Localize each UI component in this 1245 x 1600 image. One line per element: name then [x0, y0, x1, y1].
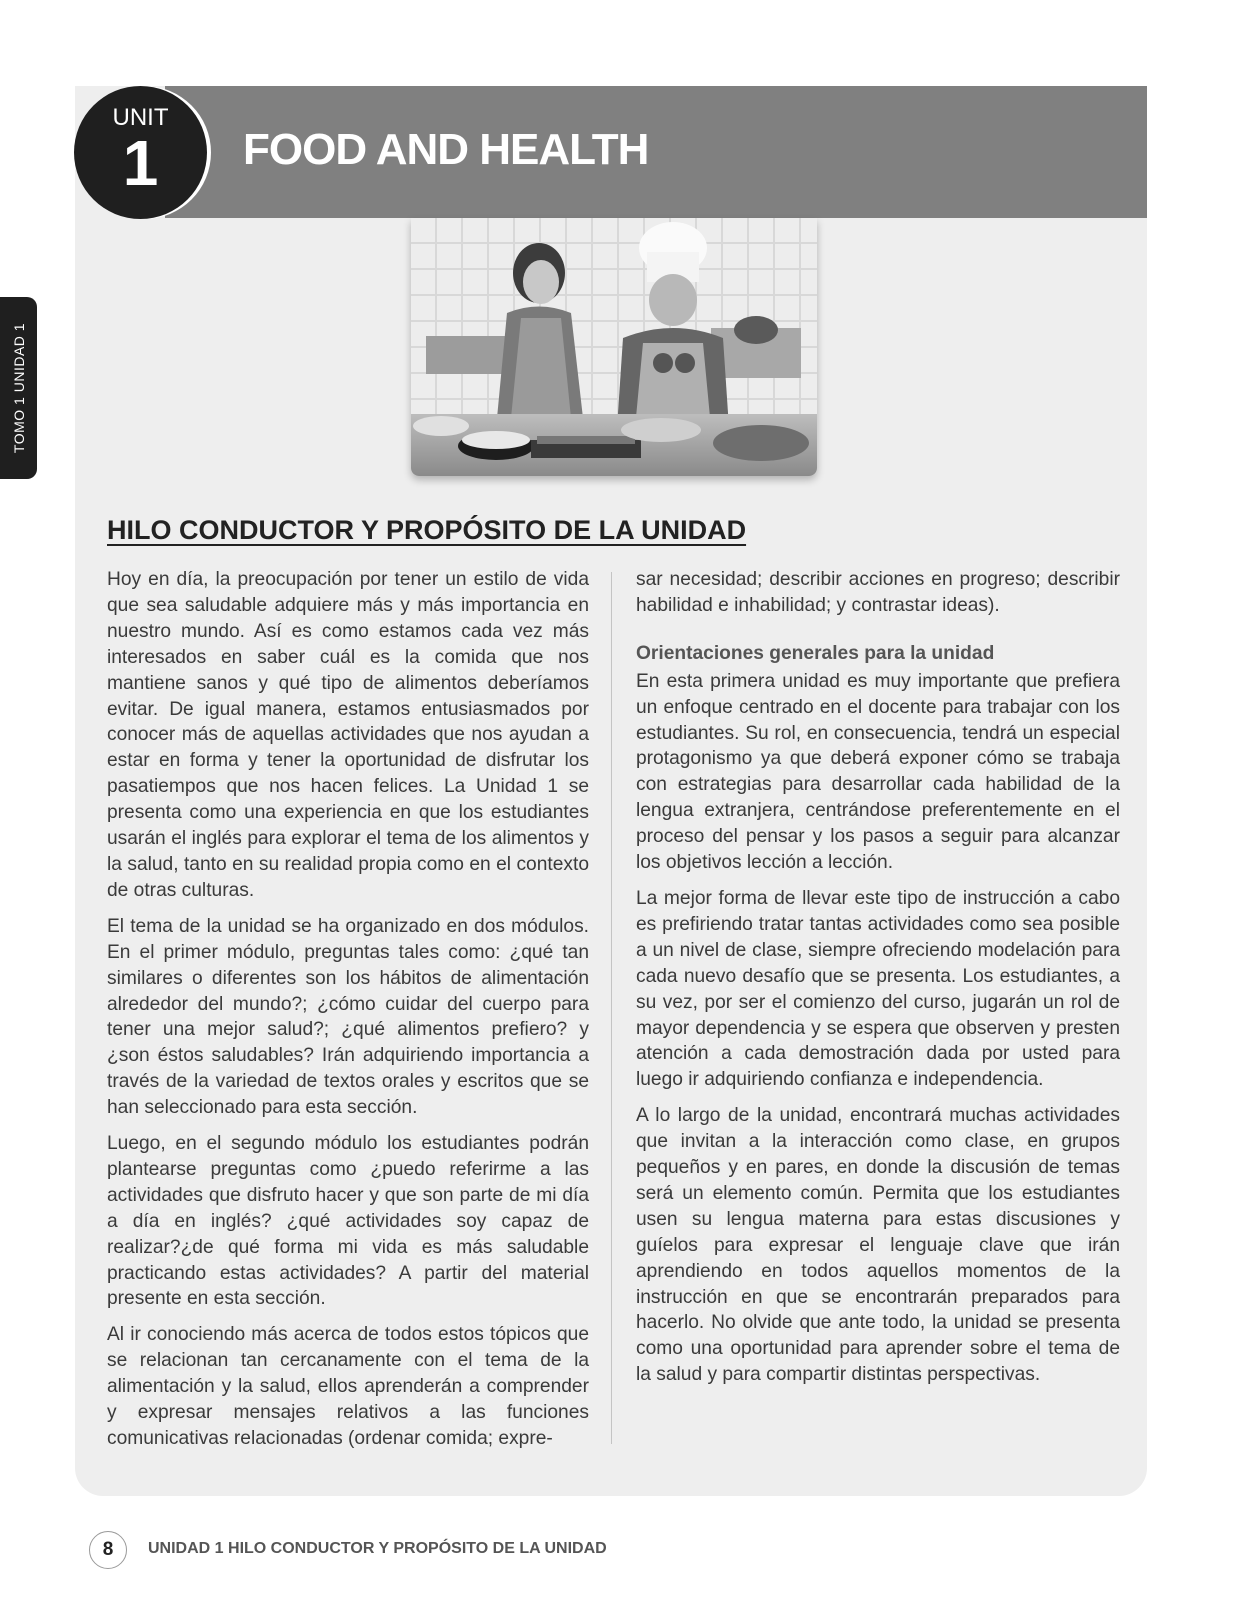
left-paragraph-2: El tema de la unidad se ha organizado en dos módulos. En el primer módulo, preguntas tales como: ¿qué tan similares o diferentes son los hábitos de alimentación alrededor del mundo?; ¿cómo cuidar del cuerpo para tener una mejor salud?; ¿qué alimentos prefiero? y ¿son éstos saludables? Irán adquiriendo importancia a través de la variedad de textos orales y escritos que se han seleccionado para esta sección.	[107, 915, 589, 1119]
cooking-photo	[411, 218, 817, 476]
unit-number: 1	[122, 127, 159, 199]
right-subheading: Orientaciones generales para la unidad	[636, 642, 995, 664]
cooking-photo-illustration	[411, 218, 817, 476]
unit-title: FOOD AND HEALTH	[243, 125, 649, 174]
section-title: HILO CONDUCTOR Y PROPÓSITO DE LA UNIDAD	[107, 515, 747, 545]
page-number: 8	[89, 1531, 127, 1569]
left-paragraph-3: Luego, en el segundo módulo los estudiantes podrán plantearse preguntas como ¿puedo referirme a las actividades que disfruto hacer y que son parte de mi día a día en inglés? ¿qué actividades soy capaz de realizar?¿de qué forma mi vida es más saludable practicando estas actividades? A partir del material presente en esta sección.	[107, 1133, 589, 1310]
right-column	[636, 567, 1120, 1398]
left-column	[107, 567, 589, 1462]
side-tab	[0, 297, 37, 479]
right-paragraph-3: La mejor forma de llevar este tipo de instrucción a cabo es prefiriendo tratar tantas actividades como sea posible a un nivel de clase, siempre ofreciendo modelación para cada nuevo desafío que se presenta. Los estudiantes, a su vez, por ser el comienzo del curso, jugarán un rol de mayor dependencia y se espera que observen y presten atención a cada demostración dada por usted para luego ir adquiriendo confianza e independencia.	[636, 887, 1120, 1091]
unit-badge	[74, 86, 207, 219]
unit-word: UNIT	[112, 104, 169, 131]
right-paragraph-1: sar necesidad; describir acciones en progreso; describir habilidad e inhabilidad; y contrastar ideas).	[636, 569, 1120, 616]
right-paragraph-2: En esta primera unidad es muy importante que prefiera un enfoque centrado en el docente para trabajar con los estudiantes. Su rol, en consecuencia, tendrá un especial protagonismo ya que deberá exponer cómo se trabaja con estrategias para desarrollar cada habilidad de la lengua extranjera, centrándose preferentemente en el proceso del pensar y los pasos a seguir para alcanzar los objetivos lección a lección.	[636, 670, 1120, 874]
column-divider	[611, 572, 612, 1444]
right-paragraph-4: A lo largo de la unidad, encontrará muchas actividades que invitan a la interacción como clase, en grupos pequeños y en pares, en donde la discusión de temas será un elemento común. Permita que los estudiantes usen su lengua materna para estas discusiones y guíelos para expresar el lenguaje clave que irán aprendiendo en todos aquellos momentos de la instrucción en que se encontrarán preparados para hacerlo. No olvide que ante todo, la unidad se presenta como una oportunidad para aprender sobre el tema de la salud y para compartir distintas perspectivas.	[636, 1105, 1120, 1386]
footer-text: UNIDAD 1 HILO CONDUCTOR Y PROPÓSITO DE LA UNIDAD	[148, 1540, 607, 1557]
left-paragraph-1: Hoy en día, la preocupación por tener un estilo de vida que sea saludable adquiere más y más importancia en nuestro mundo. Así es como estamos cada vez más interesados en saber cuál es la comida que nos mantiene sanos y qué tipo de alimentos deberíamos evitar. De igual manera, estamos entusiasmados por conocer más de aquellas actividades que nos ayudan a estar en forma y tener la oportunidad de disfrutar los pasatiempos que nos hacen felices. La Unidad 1 se presenta como una experiencia en que los estudiantes usarán el inglés para explorar el tema de los alimentos y la salud, tanto en su realidad propia como en el contexto de otras culturas.	[107, 569, 589, 901]
left-paragraph-4: Al ir conociendo más acerca de todos estos tópicos que se relacionan tan cercanamente con el tema de la alimentación y la salud, ellos aprenderán a comprender y expresar mensajes relativos a las funciones comunicativas relacionadas (ordenar comida; expre-	[107, 1324, 589, 1449]
side-tab-label: TOMO 1 UNIDAD 1	[10, 322, 27, 454]
